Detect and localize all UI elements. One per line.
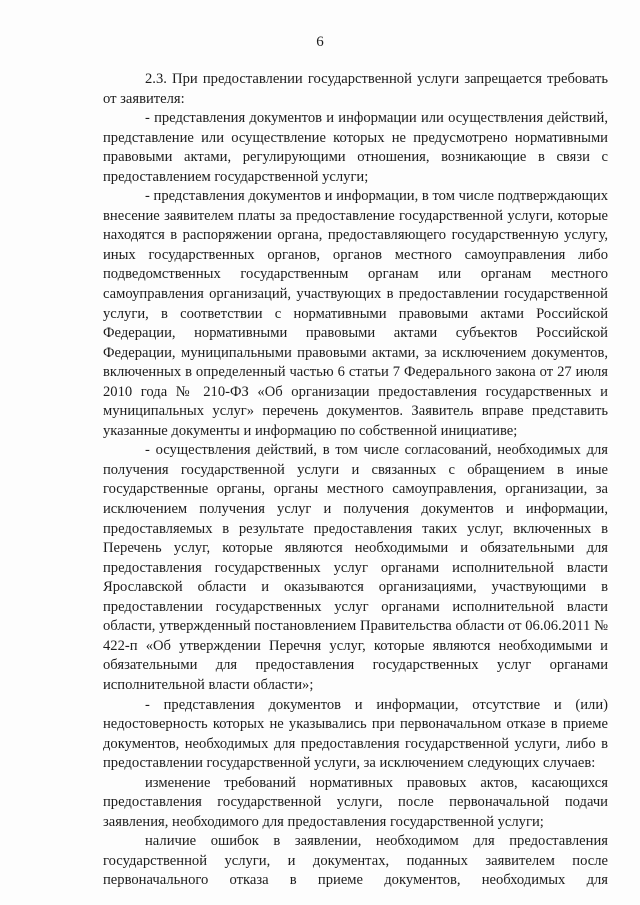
- paragraph-case-errors: наличие ошибок в заявлении, необходимом для предоставления государственной услуги, и документах, поданных заявителем после первоначального отказа в приеме документов, необходимых для: [103, 833, 608, 889]
- paragraph-case-requirements-change: изменение требований нормативных правовых актов, касающихся предоставления государственной услуги, после первоначальной подачи заявления, необходимого для предоставления государственной услуги;: [103, 774, 608, 830]
- paragraph-item-documents-absence: - представления документов и информации, отсутствие и (или) недостоверность которых не указывались при первоначальном отказе в приеме документов, необходимых для предоставления государственной услуги, либо в предоставлении государственной услуги, за исключением следующих случаев:: [103, 696, 608, 772]
- paragraph-item-actions-approvals: - осуществления действий, в том числе согласований, необходимых для получения государственной услуги и связанных с обращением в иные государственные органы, органы местного самоуправления, организации, за исключением получения услуг и получения документов и информации, предоставляемых в результате предоставления таких услуг, включенных в Перечень услуг, которые являются необходимыми и обязательными для предоставления государственных услуг органами исполнительной власти Ярославской области и оказываются организациями, участвующими в предоставлении государственных услуг органами исполнительной власти области, утвержденный постановлением Правительства области от 06.06.2011 № 422-п «Об утверждении Перечня услуг, которые являются необходимыми и обязательными для предоставления государственных услуг органами исполнительной власти области»;: [103, 442, 608, 693]
- document-body: [103, 70, 608, 891]
- paragraph-intro: 2.3. При предоставлении государственной услуги запрещается требовать от заявителя:: [103, 71, 608, 107]
- paragraph-item-documents-information: - представления документов и информации, в том числе подтверждающих внесение заявителем платы за предоставление государственной услуги, которые находятся в распоряжении органа, предоставляющего государственную услугу, иных государственных органов, органов местного самоуправления либо подведомственных государственным органам или органам местного самоуправления организаций, участвующих в предоставлении государственной услуги, в соответствии с нормативными правовыми актами Российской Федерации, нормативными правовыми актами субъектов Российской Федерации, муниципальными правовыми актами, за исключением документов, включенных в определенный частью 6 статьи 7 Федерального закона от 27 июля 2010 года № 210-ФЗ «Об организации предоставления государственных и муниципальных услуг» перечень документов. Заявитель вправе представить указанные документы и информацию по собственной инициативе;: [103, 188, 608, 439]
- paragraph-item-documents-actions: - представления документов и информации или осуществления действий, представление или осуществление которых не предусмотрено нормативными правовыми актами, регулирующими отношения, возникающие в связи с предоставлением государственной услуги;: [103, 110, 608, 185]
- page-number: 6: [316, 34, 324, 50]
